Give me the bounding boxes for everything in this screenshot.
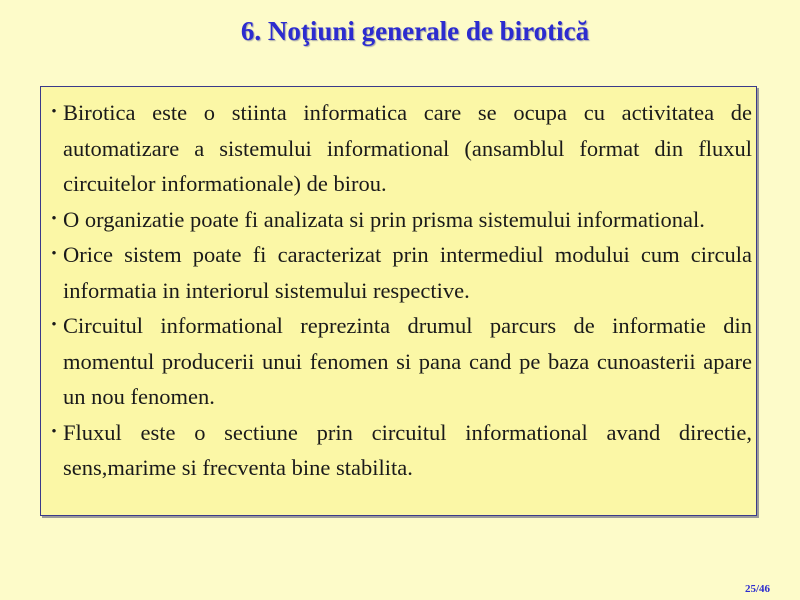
- bullet-text: Birotica este o stiinta informatica care se ocupa cu activitatea de automatizare a sistemului informational (ansamblul format din fluxul circuitelor informationale) de birou.: [63, 100, 752, 196]
- slide-title: 6. Noţiuni generale de birotică: [240, 16, 590, 46]
- bullet-icon: •: [51, 104, 57, 120]
- bullet-item: [45, 308, 752, 415]
- bullet-text: Orice sistem poate fi caracterizat prin intermediul modului cum circula informatia in interiorul sistemului respective.: [63, 242, 752, 303]
- bullet-text: Fluxul este o sectiune prin circuitul informational avand directie, sens,marime si frecventa bine stabilita.: [63, 419, 752, 480]
- bullet-icon: •: [51, 210, 57, 227]
- bullet-icon: •: [51, 423, 57, 440]
- bullet-text: Circuitul informational reprezinta drumul parcurs de informatie din momentul producerii unui fenomen si pana cand pe baza cunoasterii apare un nou fenomen.: [63, 313, 752, 409]
- bullet-item: [45, 95, 752, 202]
- bullet-item: [45, 415, 752, 486]
- page-number: 25/46: [744, 583, 770, 595]
- bullet-item: [45, 202, 752, 238]
- bullet-icon: •: [51, 246, 57, 262]
- bullet-list: [45, 95, 752, 486]
- bullet-item: [45, 237, 752, 308]
- content-box: [40, 86, 757, 516]
- bullet-text: O organizatie poate fi analizata si prin prisma sistemului informational.: [63, 206, 705, 232]
- bullet-icon: •: [51, 317, 57, 333]
